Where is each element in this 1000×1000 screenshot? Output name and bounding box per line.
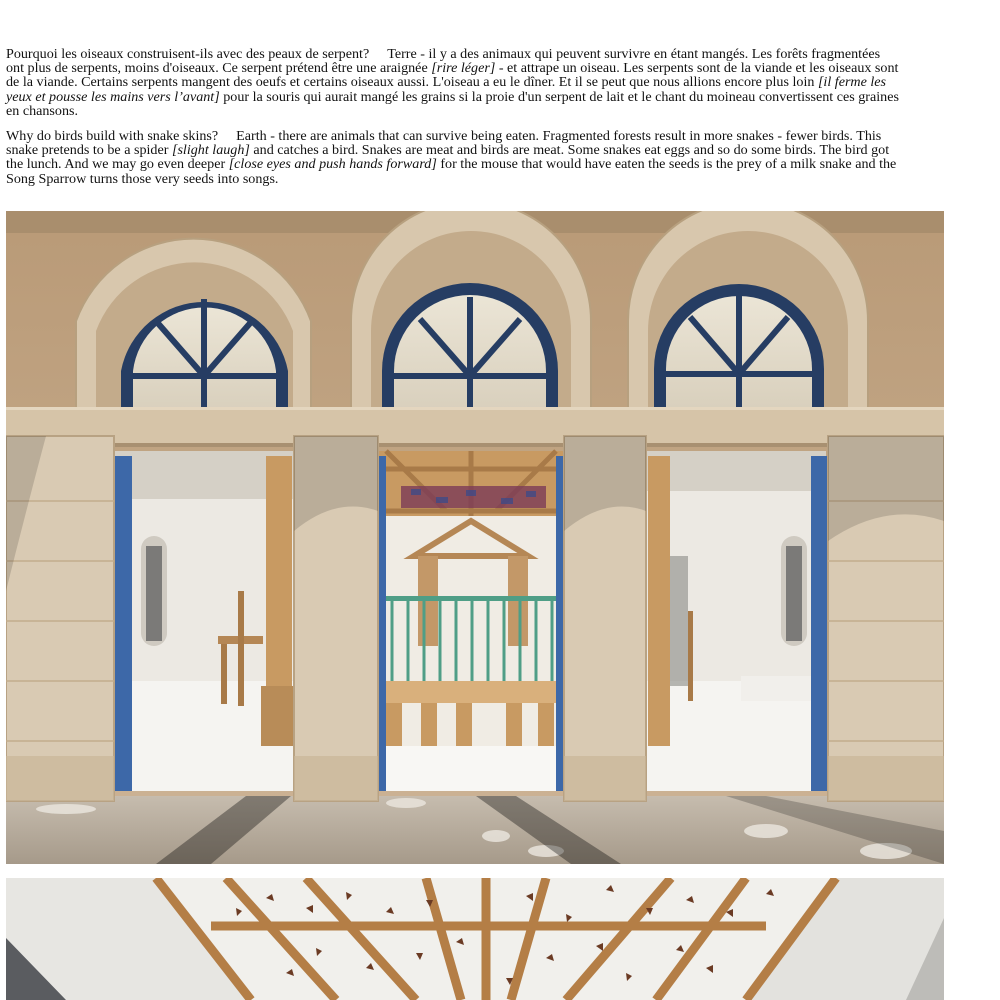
stage-direction-english-1: [slight laugh] — [171, 142, 250, 159]
door-opening-right — [646, 451, 829, 791]
text-french-part-2: - et attrape un oiseau. Les serpents sont de la viande et les oiseaux sont de la viande. Certains serpents mangent des oeufs et certains oiseaux aussi. L'oiseau a eu le dîner. Et il se peut que nous allions encore plus loin — [6, 60, 899, 91]
paragraph-french — [6, 47, 901, 118]
door-opening-center — [378, 451, 564, 791]
photo-skylight-ceiling — [6, 878, 944, 1000]
door-opening-left — [114, 451, 294, 791]
photo-arcade-entrance — [6, 211, 944, 864]
question-english: Why do birds build with snake skins? — [6, 128, 219, 144]
stage-direction-french-1: [rire léger] — [431, 60, 496, 77]
text-english-part-2: and catches a bird. Snakes are meat and birds are meat. Some snakes eat eggs and so do some birds. The bird got the lunch. And we may go even deeper — [6, 142, 890, 173]
text-french-part-1: Terre - il y a des animaux qui peuvent survivre en étant mangés. Les forêts fragmentées ont plus de serpents, moins d'oiseaux. Ce serpent prétend être une araignée — [6, 46, 881, 77]
text-english-part-3: for the mouse that would have eaten the seeds is the prey of a milk snake and the Song Sparrow turns those very seeds into songs. — [6, 156, 897, 187]
text-french-part-3: pour la souris qui aurait mangé les grains si la proie d'un serpent de lait et le chant du moineau convertissent ces graines en chansons. — [6, 88, 899, 119]
text-english-part-1: Earth - there are animals that can survive being eaten. Fragmented forests result in more snakes - fewer birds. This snake pretends to be a spider — [6, 128, 882, 159]
stage-direction-french-2: [il ferme les yeux et pousse les mains vers l’avant] — [6, 74, 887, 105]
question-french: Pourquoi les oiseaux construisent-ils avec des peaux de serpent? — [6, 46, 370, 62]
stage-direction-english-2: [close eyes and push hands forward] — [228, 156, 437, 173]
paragraph-english — [6, 129, 901, 186]
